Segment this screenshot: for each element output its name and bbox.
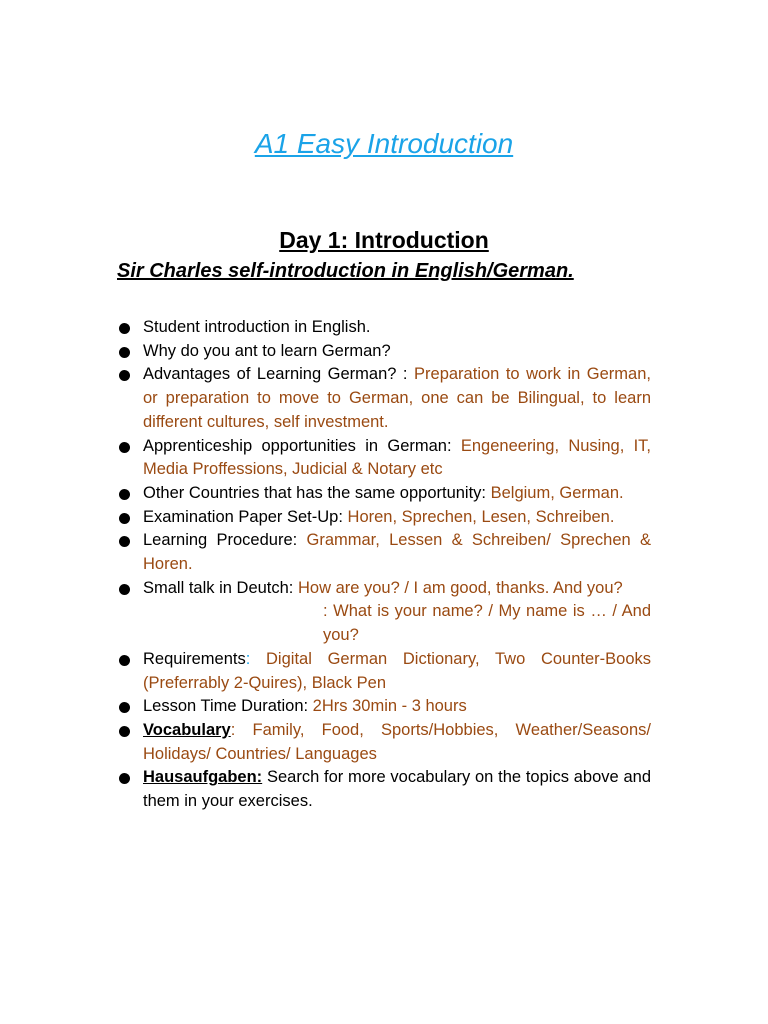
day-heading: Day 1: Introduction <box>279 227 489 253</box>
list-item <box>117 435 651 482</box>
bullet-icon <box>119 584 130 595</box>
item-detail: How are you? / I am good, thanks. And you? <box>297 578 623 597</box>
bullet-icon <box>119 513 130 524</box>
list-item <box>117 340 651 364</box>
item-detail: Belgium, German. <box>490 483 624 502</box>
bullet-icon <box>119 702 130 713</box>
item-label: Student introduction in English. <box>143 318 371 336</box>
bullet-icon <box>119 347 130 358</box>
bullet-icon <box>119 655 130 666</box>
item-label: Other Countries that has the same opportunity: <box>143 483 491 502</box>
topic-list <box>117 316 651 814</box>
item-detail: Horen, Sprechen, Lesen, Schreiben. <box>347 507 615 526</box>
bullet-icon <box>119 370 130 381</box>
item-detail: Search for more vocabulary on the topics above and them in your exercises. <box>143 768 651 811</box>
document-title: A1 Easy Introduction <box>254 128 514 159</box>
bullet-icon <box>119 442 130 453</box>
item-label: Requirements <box>143 649 246 668</box>
item-detail: Digital German Dictionary, Two Counter-Books (Preferrably 2-Quires), Black Pen <box>143 649 652 692</box>
item-label: Small talk in Deutch: <box>143 578 298 597</box>
item-label: Hausaufgaben: <box>143 768 263 787</box>
bullet-icon <box>119 773 130 784</box>
list-item <box>117 529 651 576</box>
list-item <box>117 766 651 813</box>
item-label: Advantages of Learning German? : <box>143 365 415 384</box>
item-label: Vocabulary <box>143 720 231 739</box>
list-item <box>117 506 651 530</box>
bullet-icon <box>119 536 130 547</box>
item-label: Apprenticeship opportunities in German: <box>143 436 461 455</box>
list-item <box>117 719 651 766</box>
list-item <box>117 648 651 695</box>
item-label: Learning Procedure: <box>143 531 307 550</box>
list-item <box>117 695 651 719</box>
list-item <box>117 482 651 506</box>
item-label: Examination Paper Set-Up: <box>143 507 348 526</box>
item-detail: Preparation to work in German, or preparation to move to German, one can be Bilingual, to learn different cultures, self investment. <box>143 365 651 431</box>
list-item <box>117 363 651 434</box>
item-label: Why do you ant to learn German? <box>143 341 391 360</box>
item-label: Lesson Time Duration: <box>143 697 313 716</box>
item-detail: Grammar, Lessen & Schreiben/ Sprechen & Horen. <box>143 531 651 574</box>
item-detail: 2Hrs 30min - 3 hours <box>312 697 467 716</box>
bullet-icon <box>119 489 130 500</box>
item-colon: : <box>245 649 267 668</box>
list-item <box>117 577 651 648</box>
bullet-icon <box>119 726 130 737</box>
item-detail-continuation: : What is your name? / My name is … / And you? <box>323 602 651 645</box>
item-detail: Engeneering, Nusing, IT, Media Proffessions, Judicial & Notary etc <box>143 436 652 479</box>
item-detail: Family, Food, Sports/Hobbies, Weather/Seasons/ Holidays/ Countries/ Languages <box>143 720 651 763</box>
list-item <box>117 316 651 340</box>
bullet-icon <box>119 323 130 334</box>
sub-heading: Sir Charles self-introduction in English/German. <box>117 260 574 282</box>
item-colon: : <box>230 720 253 739</box>
